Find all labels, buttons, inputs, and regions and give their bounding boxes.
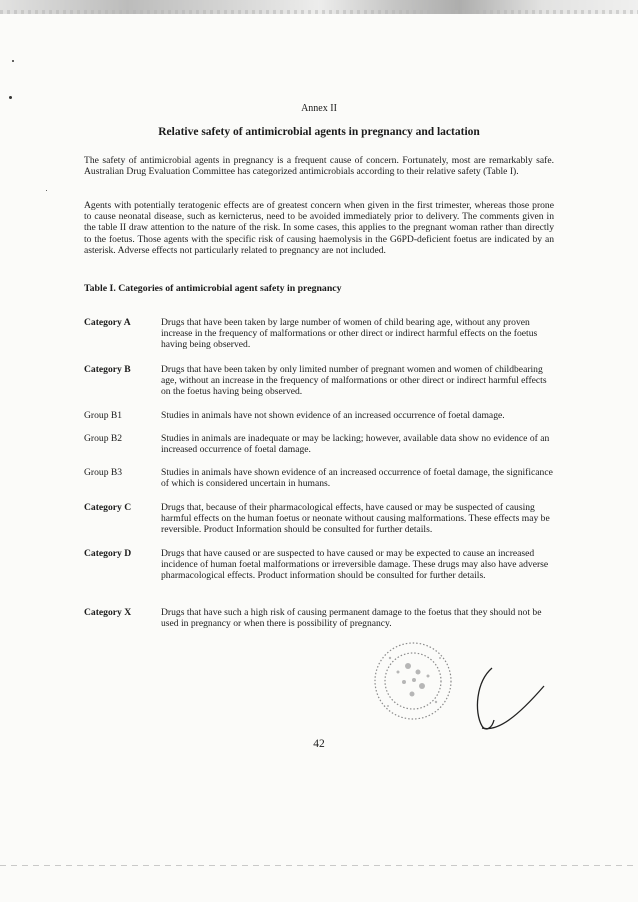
- table-title: Table I. Categories of antimicrobial agent safety in pregnancy: [84, 283, 342, 294]
- category-description: Studies in animals have shown evidence of an increased occurrence of foetal damage, the significance of which is considered uncertain in humans.: [161, 467, 553, 490]
- category-row-b3: [84, 467, 554, 489]
- category-label: Group B2: [84, 433, 123, 444]
- scan-edge-top: [0, 0, 638, 14]
- page-title: Relative safety of antimicrobial agents in pregnancy and lactation: [158, 126, 480, 138]
- category-label: Category C: [84, 502, 132, 513]
- category-description: Drugs that have such a high risk of causing permanent damage to the foetus that they should not be used in pregnancy or when there is possibility of pregnancy.: [161, 607, 542, 630]
- category-description: Drugs that have been taken by only limited number of pregnant women and women of childbearing age, without an increase in the frequency of malformations or other direct or indirect harmful effects on the foetus having being observed.: [161, 364, 547, 398]
- category-description: Drugs that have been taken by large number of women of child bearing age, without any proven increase in the frequency of malformations or other direct or indirect harmful effects on the foetus having being observed.: [161, 317, 538, 351]
- category-row-b: [84, 364, 554, 398]
- scan-speck: [9, 96, 12, 99]
- teratogenic-paragraph: Agents with potentially teratogenic effects are of greatest concern when given in the first trimester, whereas those prone to cause neonatal disease, such as kernicterus, need to be avoided immediately prior to delivery. The comments given in the table II draw attention to the nature of the risk. In some cases, this applies to the pregnant woman rather than directly to the foetus. Those agents with the specific risk of causing haemolysis in the G6PD-deficient foetus are indicated by an asterisk. Adverse effects not particularly related to pregnancy are not included.: [84, 200, 554, 256]
- scan-speck: [46, 190, 47, 191]
- category-label: Category B: [84, 364, 131, 375]
- category-row-c: [84, 502, 554, 536]
- intro-paragraph: The safety of antimicrobial agents in pregnancy is a frequent cause of concern. Fortunately, most are remarkably safe. Australian Drug Evaluation Committee has categorized antimicrobials according to their relative safety (Table I).: [84, 155, 554, 178]
- category-label: Category A: [84, 317, 131, 328]
- official-stamp: [368, 636, 458, 726]
- category-row-d: [84, 548, 554, 582]
- scan-speck: [12, 60, 14, 62]
- category-row-x: [84, 607, 554, 629]
- category-row-b1: [84, 410, 554, 421]
- page-number: 42: [313, 738, 325, 750]
- handwritten-signature: [468, 660, 548, 740]
- scan-edge-bottom: [0, 865, 638, 866]
- category-description: Drugs that have caused or are suspected to have caused or may be expected to cause an increased incidence of human foetal malformations or irreversible damage. These drugs may also have adverse pharmacological effects. Product information should be consulted for further details.: [161, 548, 549, 582]
- category-row-b2: [84, 433, 554, 455]
- annex-label: Annex II: [301, 103, 337, 114]
- category-label: Group B1: [84, 410, 123, 421]
- category-description: Studies in animals have not shown evidence of an increased occurrence of foetal damage.: [161, 410, 505, 421]
- category-description: Studies in animals are inadequate or may be lacking; however, available data show no evidence of an increased occurrence of foetal damage.: [161, 433, 550, 456]
- category-label: Category X: [84, 607, 132, 618]
- category-row-a: [84, 317, 554, 351]
- category-description: Drugs that, because of their pharmacological effects, have caused or may be suspected of causing harmful effects on the human foetus or neonate without causing malformations. These effects may be reversible. Product Information should be consulted for further details.: [161, 502, 550, 536]
- category-label: Group B3: [84, 467, 123, 478]
- category-label: Category D: [84, 548, 132, 559]
